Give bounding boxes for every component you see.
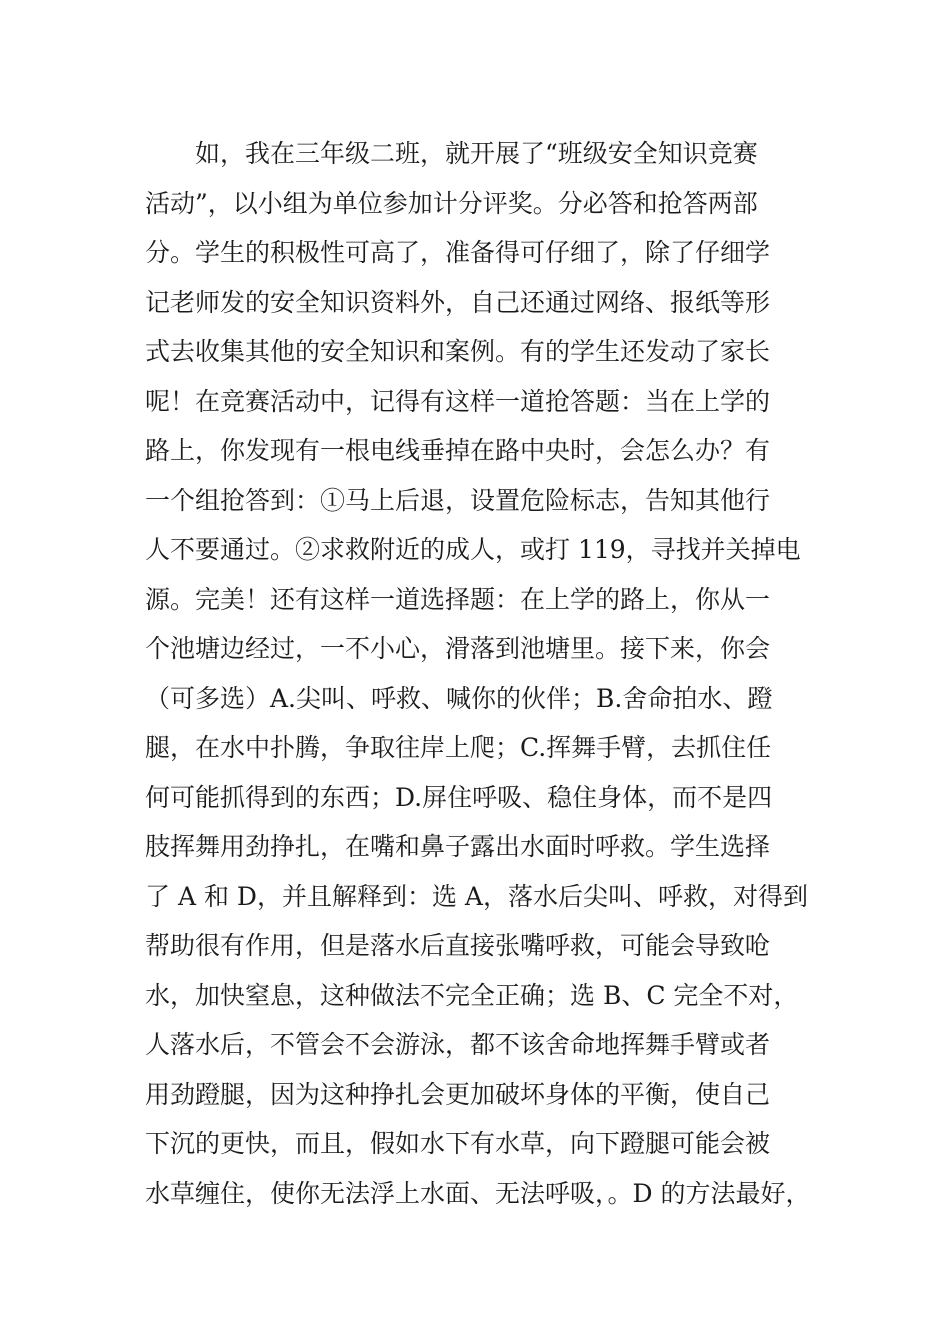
body-text — [145, 129, 825, 1218]
text-line: 腿，在水中扑腾，争取往岸上爬；C.挥舞手臂，去抓住任 — [145, 733, 772, 762]
text-line: 用劲蹬腿，因为这种挣扎会更加破坏身体的平衡，使自己 — [145, 1079, 771, 1109]
text-line: 记老师发的安全知识资料外，自己还通过网络、报纸等形 — [145, 287, 771, 317]
text-line: （可多选）A.尖叫、呼救、喊你的伙伴；B.舍命拍水、蹬 — [145, 683, 773, 713]
text-line: 水，加快窒息，这种做法不完全正确；选 B、C 完全不对， — [145, 980, 799, 1010]
text-line: 何可能抓得到的东西；D.屏住呼吸、稳住身体，而不是四 — [145, 782, 773, 812]
text-line: 活动”，以小组为单位参加计分评奖。分必答和抢答两部 — [145, 188, 758, 218]
text-line: 水草缠住，使你无法浮上水面、无法呼吸，。D 的方法最好， — [145, 1178, 811, 1208]
text-line: 式去收集其他的安全知识和案例。有的学生还发动了家长 — [145, 337, 771, 366]
text-line: 源。完美！还有这样一道选择题：在上学的路上，你从一 — [145, 584, 771, 614]
text-line: 路上，你发现有一根电线垂掉在路中央时，会怎么办？有 — [145, 436, 771, 465]
text-line: 如，我在三年级二班，就开展了“班级安全知识竞赛 — [145, 139, 758, 168]
text-line: 人不要通过。②求救附近的成人，或打 119，寻找并关掉电 — [145, 535, 801, 564]
text-line: 呢！在竞赛活动中，记得有这样一道抢答题：当在上学的 — [145, 386, 771, 416]
text-line: 分。学生的积极性可高了，准备得可仔细了，除了仔细学 — [145, 238, 771, 267]
text-line: 个池塘边经过，一不小心，滑落到池塘里。接下来，你会 — [145, 634, 771, 663]
text-line: 人落水后，不管会不会游泳，都不该舍命地挥舞手臂或者 — [145, 1030, 771, 1059]
text-line: 帮助很有作用，但是落水后直接张嘴呼救，可能会导致呛 — [145, 931, 771, 960]
text-line: 一个组抢答到：①马上后退，设置危险标志，告知其他行 — [145, 485, 771, 515]
text-line: 下沉的更快，而且，假如水下有水草，向下蹬腿可能会被 — [145, 1129, 771, 1158]
text-line: 了 A 和 D，并且解释到：选 A，落水后尖叫、呼救，对得到 — [145, 881, 808, 911]
text-line: 肢挥舞用劲挣扎，在嘴和鼻子露出水面时呼救。学生选择 — [145, 832, 771, 861]
